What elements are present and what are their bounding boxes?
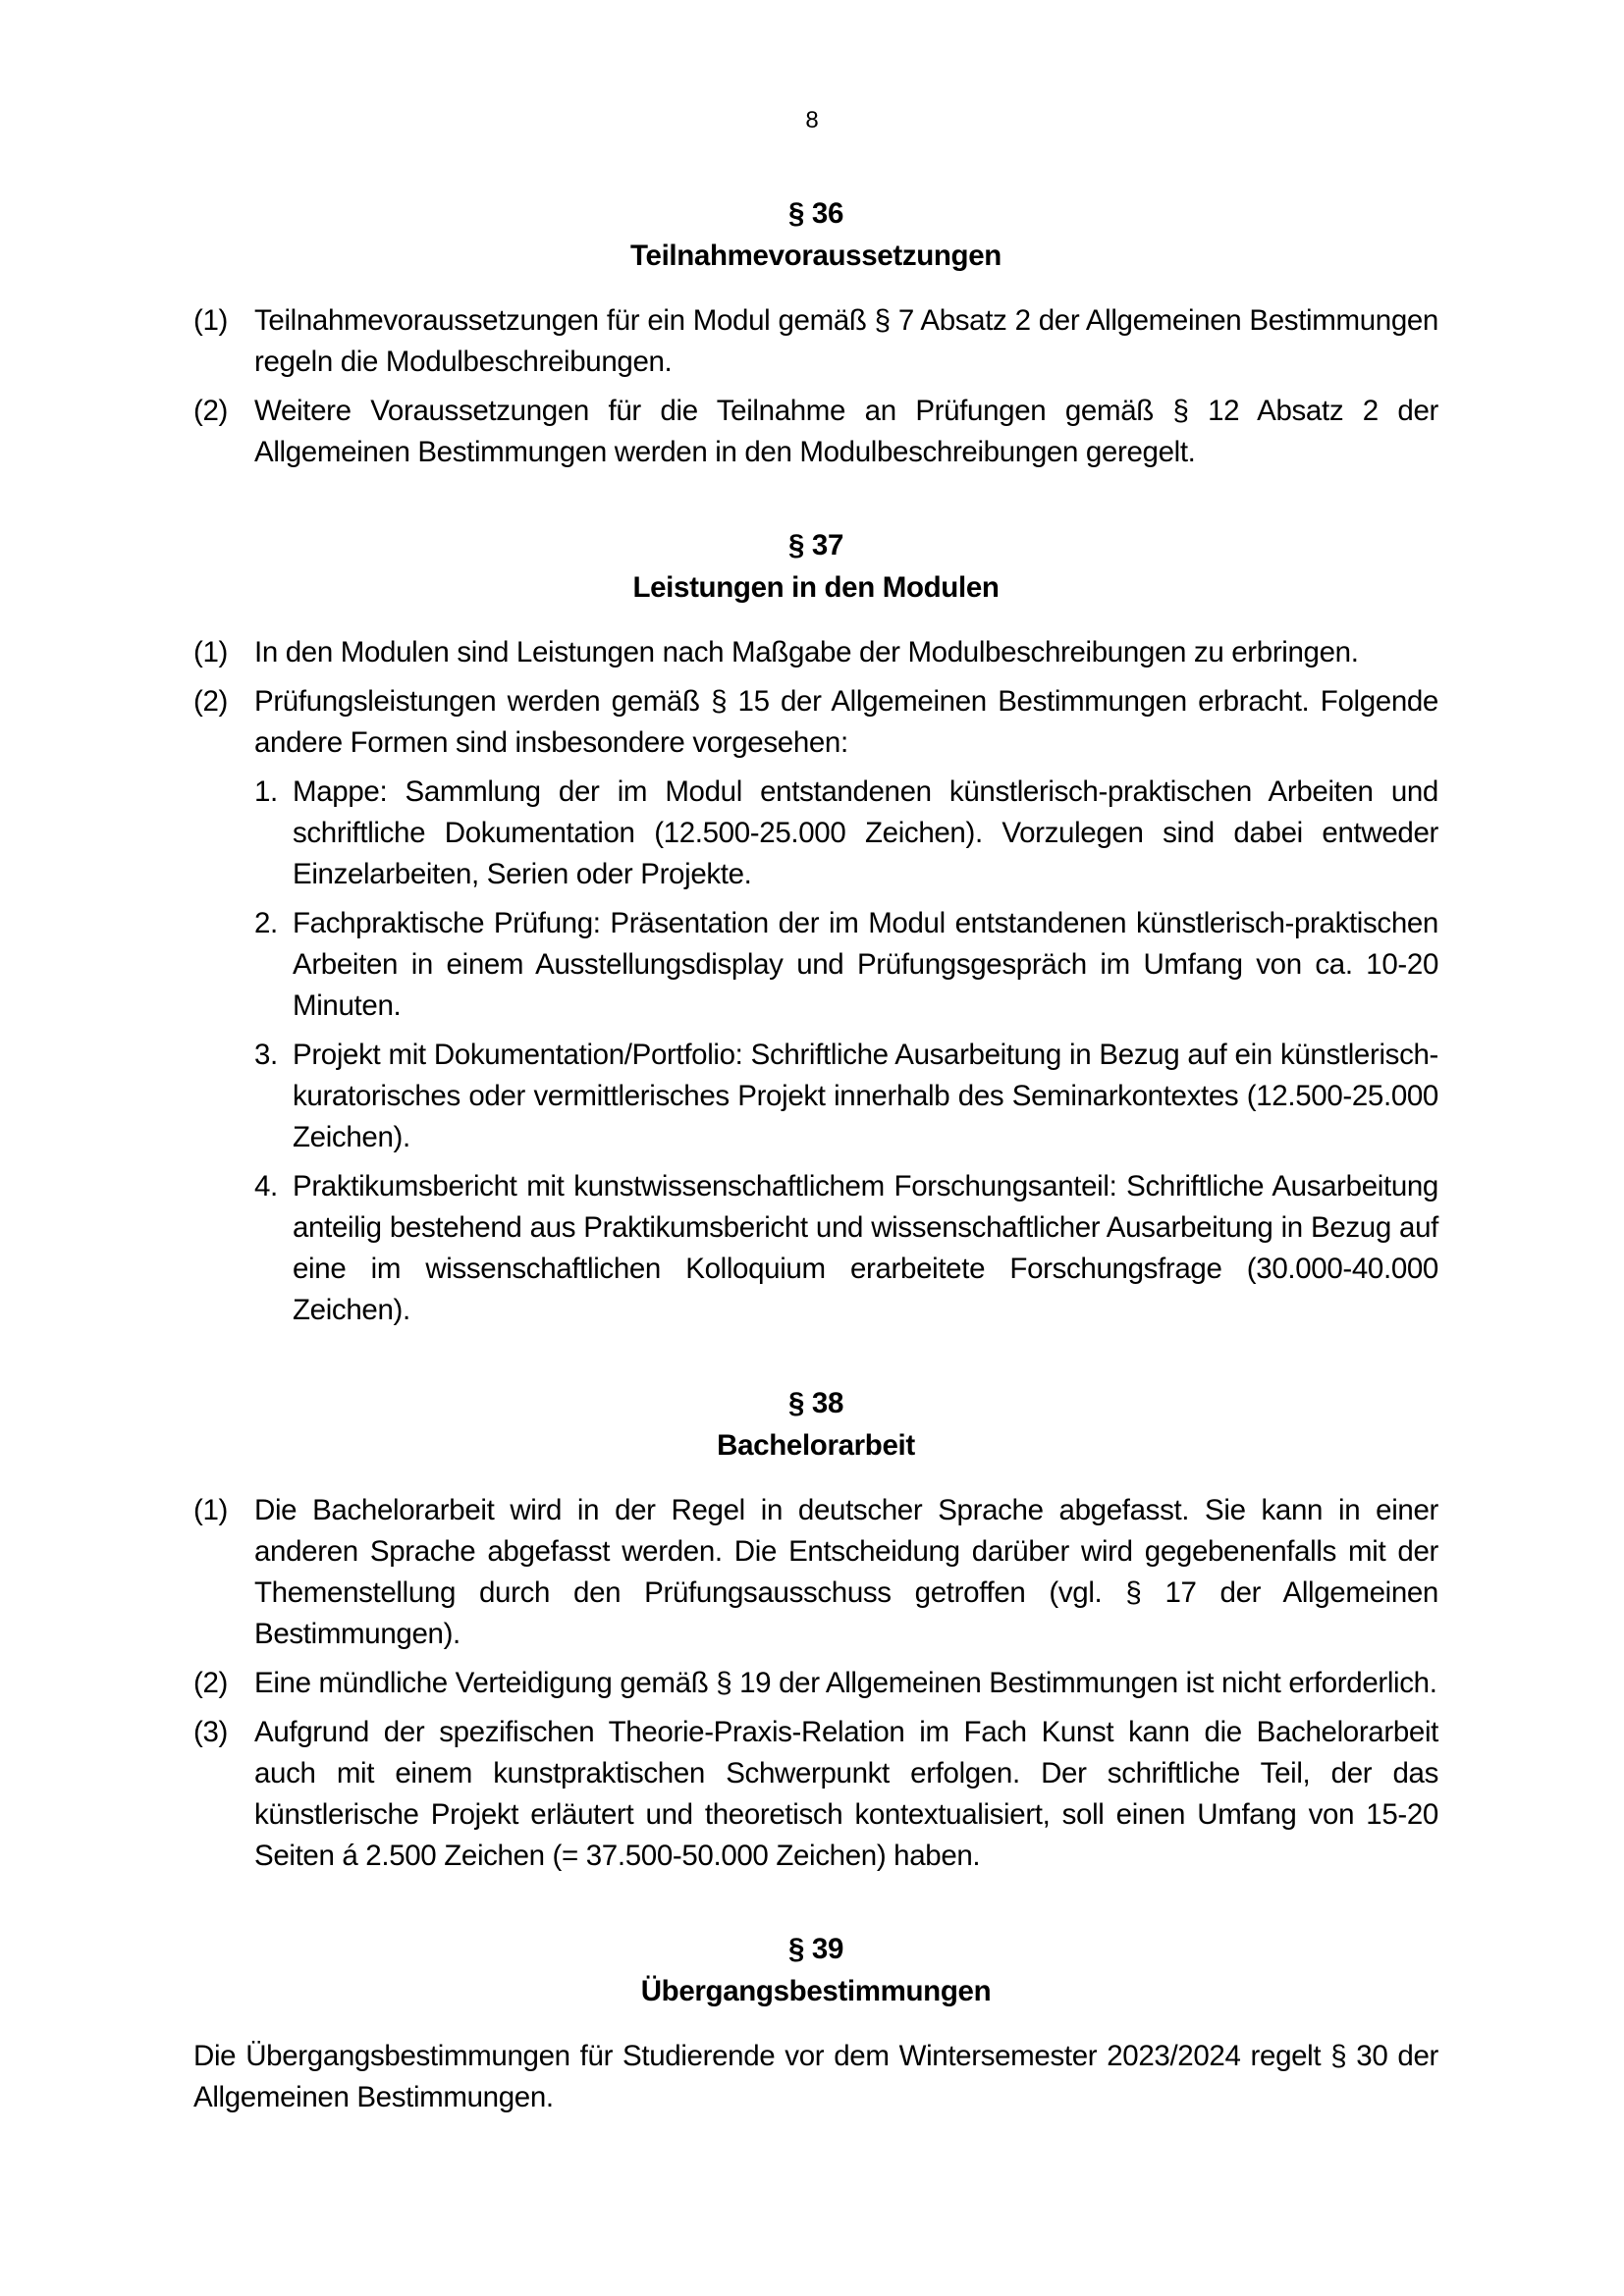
- section-heading: [193, 1928, 1438, 2012]
- list-item-text: Fachpraktische Prüfung: Präsentation der im Modul entstandenen künstlerisch-praktischen Arbeiten in einem Ausstellungsdisplay und Prüfungsgespräch im Umfang von ca. 10-20 Minuten.: [293, 907, 1438, 1022]
- paragraph: [193, 681, 1438, 764]
- section-37: [193, 524, 1438, 1331]
- paragraph: [193, 632, 1438, 673]
- section-title: Bachelorarbeit: [717, 1429, 915, 1462]
- section-heading: [193, 524, 1438, 609]
- section-number: § 39: [787, 1933, 843, 1965]
- section-number: § 36: [787, 197, 843, 230]
- section-title: Teilnahmevoraussetzungen: [630, 240, 1001, 272]
- paragraph-text: Eine mündliche Verteidigung gemäß § 19 der Allgemeinen Bestimmungen ist nicht erforderlich.: [254, 1667, 1437, 1699]
- paragraph-number: (2): [193, 685, 229, 718]
- section-36: [193, 192, 1438, 473]
- list-item: [254, 903, 1438, 1027]
- paragraph: [193, 300, 1438, 383]
- list-item-text: Mappe: Sammlung der im Modul entstandenen künstlerisch-praktischen Arbeiten und schriftliche Dokumentation (12.500-25.000 Zeichen). Vorzulegen sind dabei entweder Einzelarbeiten, Serien oder Projekte.: [293, 775, 1438, 890]
- paragraph-text: In den Modulen sind Leistungen nach Maßgabe der Modulbeschreibungen zu erbringen.: [254, 636, 1359, 668]
- exam-forms-list: [254, 772, 1438, 1331]
- section-number: § 37: [787, 529, 843, 561]
- paragraph-text: Prüfungsleistungen werden gemäß § 15 der Allgemeinen Bestimmungen erbracht. Folgende andere Formen sind insbesondere vorgesehen:: [254, 685, 1438, 759]
- paragraph-number: (2): [193, 1667, 229, 1699]
- paragraph-text: Teilnahmevoraussetzungen für ein Modul gemäß § 7 Absatz 2 der Allgemeinen Bestimmungen regeln die Modulbeschreibungen.: [254, 304, 1438, 378]
- list-item-number: 2.: [254, 907, 278, 939]
- paragraph-number: (1): [193, 1494, 229, 1526]
- paragraph: [193, 1490, 1438, 1655]
- paragraph: [193, 1663, 1438, 1704]
- list-item: [254, 1035, 1438, 1158]
- paragraph-text: Die Übergangsbestimmungen für Studierende vor dem Wintersemester 2023/2024 regelt § 30 der Allgemeinen Bestimmungen.: [193, 2040, 1438, 2113]
- list-item-number: 4.: [254, 1170, 278, 1202]
- paragraph-number: (1): [193, 304, 229, 337]
- list-item-number: 3.: [254, 1039, 278, 1071]
- section-39: [193, 1928, 1438, 2118]
- paragraph-number: (3): [193, 1716, 229, 1748]
- section-title: Übergangsbestimmungen: [640, 1975, 992, 2007]
- list-item-text: Praktikumsbericht mit kunstwissenschaftlichem Forschungsanteil: Schriftliche Ausarbeitung anteilig bestehend aus Praktikumsbericht und wissenschaftlicher Ausarbeitung in Bezug auf eine im wissenschaftlichen Kolloquium erarbeitete Forschungsfrage (30.000-40.000 Zeichen).: [293, 1170, 1438, 1326]
- paragraph-number: (2): [193, 395, 229, 427]
- document-body: [193, 192, 1438, 2169]
- paragraph-number: (1): [193, 636, 229, 668]
- page-number: 8: [805, 107, 819, 133]
- section-heading: [193, 192, 1438, 277]
- section-number: § 38: [787, 1387, 843, 1419]
- section-38: [193, 1382, 1438, 1877]
- section-title: Leistungen in den Modulen: [632, 571, 1000, 604]
- list-item-text: Projekt mit Dokumentation/Portfolio: Schriftliche Ausarbeitung in Bezug auf ein künstlerisch-kuratorisches oder vermittlerisches Projekt innerhalb des Seminarkontextes (12.500-25.000 Zeichen).: [293, 1039, 1438, 1153]
- list-item-number: 1.: [254, 775, 278, 808]
- section-heading: [193, 1382, 1438, 1467]
- paragraph-text: Aufgrund der spezifischen Theorie-Praxis-Relation im Fach Kunst kann die Bachelorarbeit auch mit einem kunstpraktischen Schwerpunkt erfolgen. Der schriftliche Teil, der das künstlerische Projekt erläutert und theoretisch kontextualisiert, soll einen Umfang von 15-20 Seiten á 2.500 Zeichen (= 37.500-50.000 Zeichen) haben.: [254, 1716, 1438, 1872]
- paragraph: [193, 1712, 1438, 1877]
- paragraph: [193, 391, 1438, 473]
- list-item: [254, 772, 1438, 895]
- paragraph-text: Weitere Voraussetzungen für die Teilnahme an Prüfungen gemäß § 12 Absatz 2 der Allgemeinen Bestimmungen werden in den Modulbeschreibungen geregelt.: [254, 395, 1438, 468]
- paragraph-text: Die Bachelorarbeit wird in der Regel in deutscher Sprache abgefasst. Sie kann in einer anderen Sprache abgefasst werden. Die Entscheidung darüber wird gegebenenfalls mit der Themenstellung durch den Prüfungsausschuss getroffen (vgl. § 17 der Allgemeinen Bestimmungen).: [254, 1494, 1438, 1650]
- list-item: [254, 1166, 1438, 1331]
